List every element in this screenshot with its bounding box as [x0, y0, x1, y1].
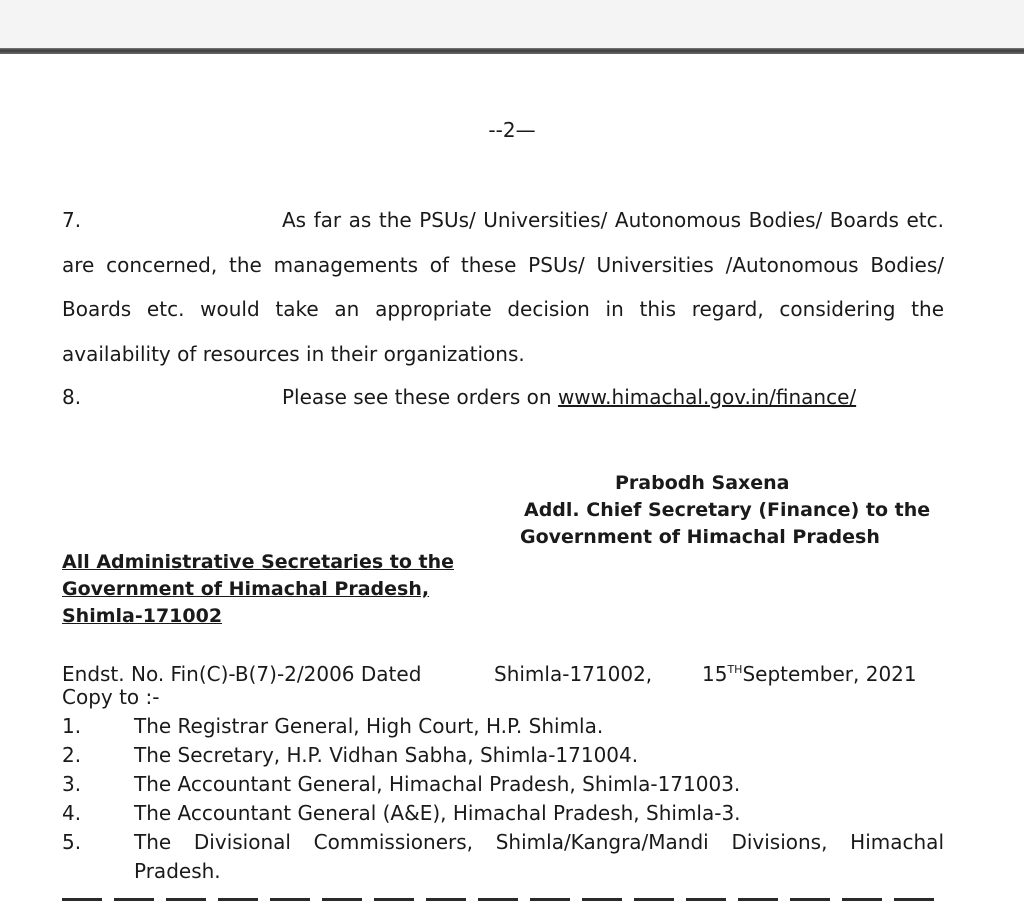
list-number: 4.: [62, 801, 82, 825]
copy-to-heading: Copy to :-: [62, 685, 160, 709]
list-number: 5.: [62, 830, 82, 854]
signature-block: [500, 470, 970, 551]
paragraph-text: Please see these orders on: [282, 385, 558, 409]
list-number: 3.: [62, 772, 82, 796]
addressee-line: Shimla-171002: [62, 605, 223, 627]
endorsement-place: Shimla-171002,: [494, 662, 653, 686]
addressee-line: Government of Himachal Pradesh,: [62, 578, 430, 600]
date-suffix: TH: [727, 663, 743, 676]
scan-top-margin: [0, 0, 1024, 48]
list-number: 1.: [62, 714, 82, 738]
paragraph-number: 7.: [62, 208, 82, 232]
list-text: The Divisional Commissioners, Shimla/Kangra/Mandi Divisions, Himachal Pradesh.: [134, 830, 944, 883]
list-item: [62, 770, 944, 799]
list-item: [62, 799, 944, 828]
list-number: 2.: [62, 743, 82, 767]
signatory-organization: Government of Himachal Pradesh: [520, 526, 880, 548]
cropped-next-line: [62, 892, 944, 901]
page-edge-divider: [0, 48, 1024, 54]
paragraph-text: As far as the PSUs/ Universities/ Autonomous Bodies/ Boards etc. are concerned, the managements of these PSUs/ Universities /Autonomous Bodies/ Boards etc. would take an appropriate decision in this regard, considering the availability of resources in their organizations.: [62, 208, 944, 366]
paragraph-8: [62, 375, 944, 420]
date-day: 15: [702, 662, 728, 686]
finance-orders-link[interactable]: www.himachal.gov.in/finance/: [557, 385, 857, 409]
list-item: [62, 712, 944, 741]
copy-list: [62, 712, 944, 886]
list-text: The Accountant General (A&E), Himachal Pradesh, Shimla-3.: [134, 801, 741, 825]
date-rest: September, 2021: [742, 662, 917, 686]
signatory-title: Addl. Chief Secretary (Finance) to the: [524, 499, 931, 521]
addressee-block: [62, 549, 542, 630]
page-number: --2—: [488, 118, 536, 142]
paragraph-7: [62, 198, 944, 376]
addressee-line: All Administrative Secretaries to the: [62, 551, 454, 573]
list-item: [62, 828, 944, 886]
list-item: [62, 741, 944, 770]
list-text: The Accountant General, Himachal Pradesh, Shimla-171003.: [134, 772, 741, 796]
endorsement-line: [62, 656, 952, 688]
list-text: The Registrar General, High Court, H.P. Shimla.: [134, 714, 604, 738]
endorsement-date: [702, 656, 917, 688]
signatory-name: Prabodh Saxena: [615, 472, 790, 494]
paragraph-number: 8.: [62, 385, 82, 409]
list-text: The Secretary, H.P. Vidhan Sabha, Shimla-171004.: [134, 743, 639, 767]
endorsement-number: Endst. No. Fin(C)-B(7)-2/2006 Dated: [62, 662, 422, 686]
